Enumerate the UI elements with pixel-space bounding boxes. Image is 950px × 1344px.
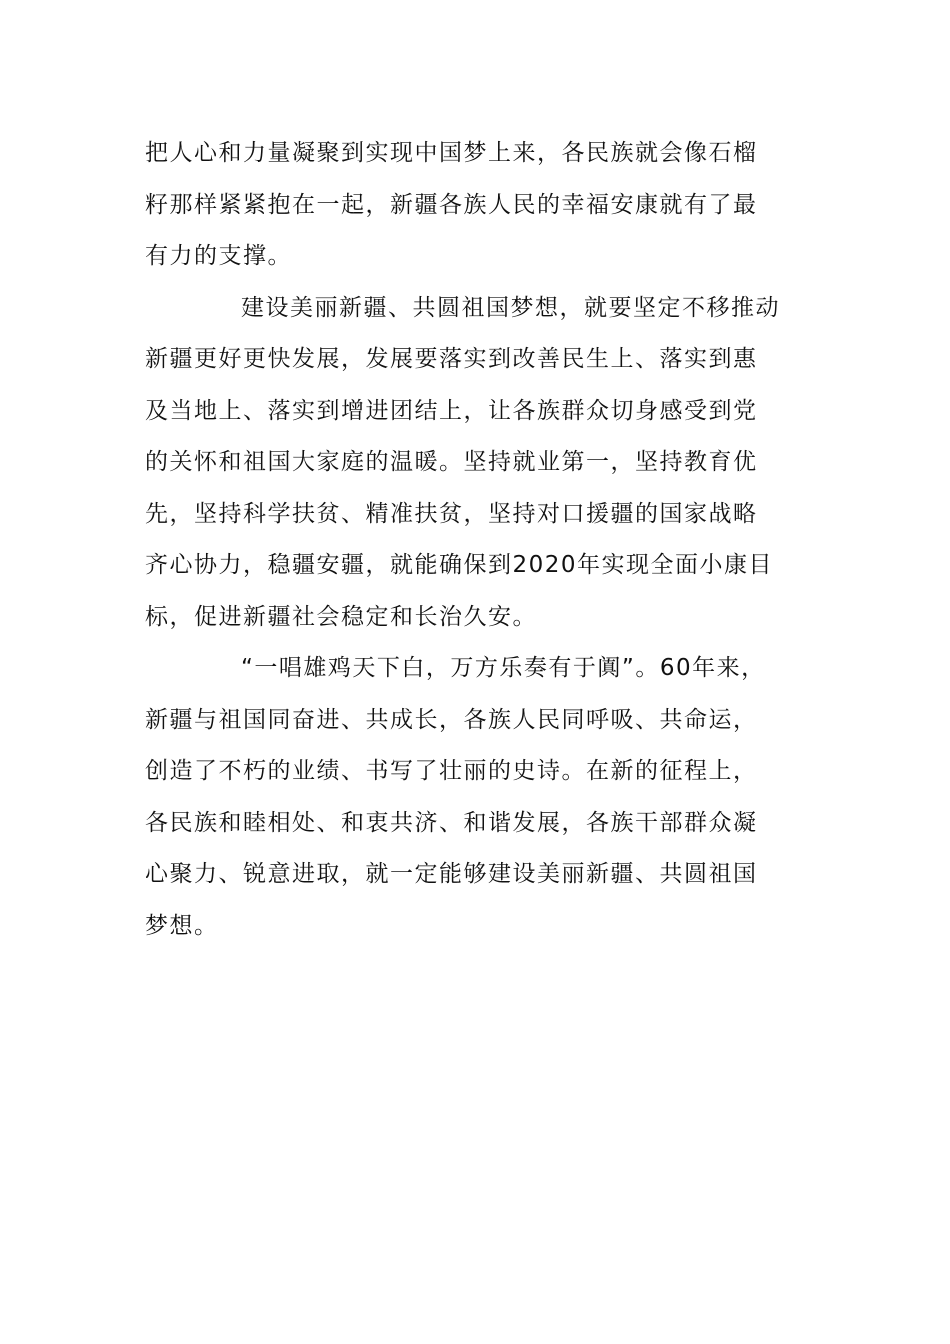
text-line: 新疆与祖国同奋进、共成长，各族人民同呼吸、共命运， [145, 706, 758, 733]
paragraph-3 [145, 643, 825, 952]
document-body [145, 128, 825, 952]
text-line: 籽那样紧紧抱在一起，新疆各族人民的幸福安康就有了最 [145, 191, 758, 218]
text-line: 心聚力、锐意进取，就一定能够建设美丽新疆、共圆祖国 [145, 861, 758, 887]
text-line: 齐心协力，稳疆安疆，就能确保到2020年实现全面小康目 [145, 552, 774, 578]
text-line: 建设美丽新疆、共圆祖国梦想，就要坚定不移推动 [241, 294, 780, 321]
text-line: 梦想。 [145, 912, 219, 939]
text-line: 的关怀和祖国大家庭的温暖。坚持就业第一，坚持教育优 [145, 449, 758, 475]
text-line: 各民族和睦相处、和衷共济、和谐发展，各族干部群众凝 [145, 809, 758, 836]
text-line: 标，促进新疆社会稳定和长治久安。 [145, 603, 537, 630]
paragraph-1 [145, 128, 825, 283]
paragraph-2 [145, 283, 825, 644]
text-line: 及当地上、落实到增进团结上，让各族群众切身感受到党 [145, 397, 758, 424]
text-line: 先，坚持科学扶贫、精准扶贫，坚持对口援疆的国家战略 [145, 500, 758, 527]
text-line: 创造了不朽的业绩、书写了壮丽的史诗。在新的征程上， [145, 758, 758, 784]
text-line: 新疆更好更快发展，发展要落实到改善民生上、落实到惠 [145, 346, 758, 372]
text-line: 有力的支撑。 [145, 243, 292, 269]
text-line: 把人心和力量凝聚到实现中国梦上来，各民族就会像石榴 [145, 140, 758, 166]
text-line: “一唱雄鸡天下白，万方乐奏有于阗”。60年来， [241, 655, 766, 681]
